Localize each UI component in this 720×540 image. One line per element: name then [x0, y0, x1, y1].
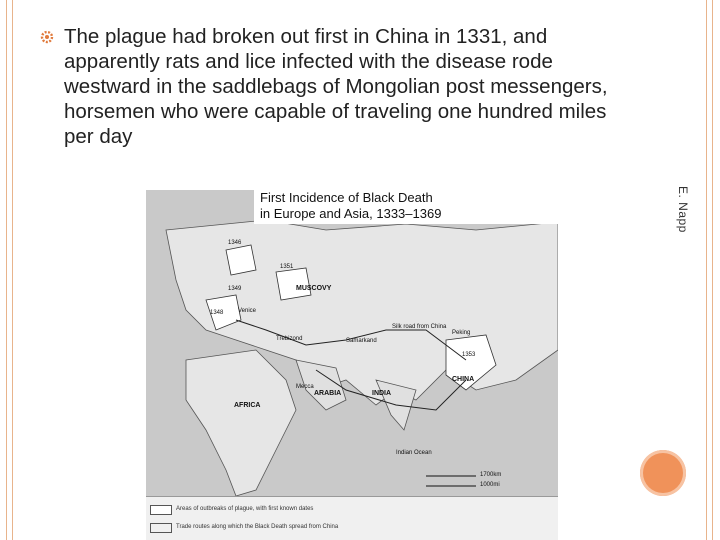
gear-icon — [40, 30, 54, 44]
label-1353: 1353 — [462, 352, 476, 358]
label-samarkand: Samarkand — [346, 338, 377, 344]
label-indian-ocean: Indian Ocean — [396, 450, 432, 456]
label-india: INDIA — [372, 390, 392, 397]
left-margin-rule — [6, 0, 7, 540]
left-margin-rule-2 — [12, 0, 13, 540]
legend-swatch-outbreak — [150, 505, 172, 515]
legend-trade-routes: Trade routes along which the Black Death spread from China — [176, 524, 339, 530]
slide-paragraph: The plague had broken out first in China in 1331, and apparently rats and lice infected with the disease rode westward in the saddlebags of Mongolian post messengers, horsemen who were capable of traveling one hundred miles per day — [64, 25, 608, 148]
author-label: E. Napp — [676, 186, 690, 233]
label-1351: 1351 — [280, 264, 294, 270]
map-title-line-2: in Europe and Asia, 1333–1369 — [260, 206, 442, 221]
label-muscovy: MUSCOVY — [296, 285, 332, 292]
map-legend — [146, 496, 558, 540]
decorative-circle — [640, 450, 686, 496]
label-mecca: Mecca — [296, 384, 314, 390]
label-1346: 1346 — [228, 240, 242, 246]
legend-outbreaks: Areas of outbreaks of plague, with first known dates — [176, 506, 314, 512]
label-trebizond: Trebizond — [276, 336, 303, 342]
map-title — [254, 190, 558, 224]
right-margin-rule-2 — [712, 0, 713, 540]
right-margin-rule — [706, 0, 707, 540]
label-1349: 1349 — [228, 286, 242, 292]
label-1348: 1348 — [210, 310, 224, 316]
label-china: CHINA — [452, 376, 475, 383]
label-arabia: ARABIA — [314, 390, 342, 397]
scale-km: 1700km — [480, 472, 502, 478]
legend-swatch-route — [150, 523, 172, 533]
label-peking: Peking — [452, 330, 471, 336]
label-africa: AFRICA — [234, 402, 261, 409]
scale-mi: 1000mi — [480, 482, 500, 488]
map-title-line-1: First Incidence of Black Death — [260, 190, 433, 205]
label-silk-road: Silk road from China — [392, 324, 447, 330]
black-death-map — [146, 190, 558, 540]
label-venice: Venice — [238, 308, 257, 314]
